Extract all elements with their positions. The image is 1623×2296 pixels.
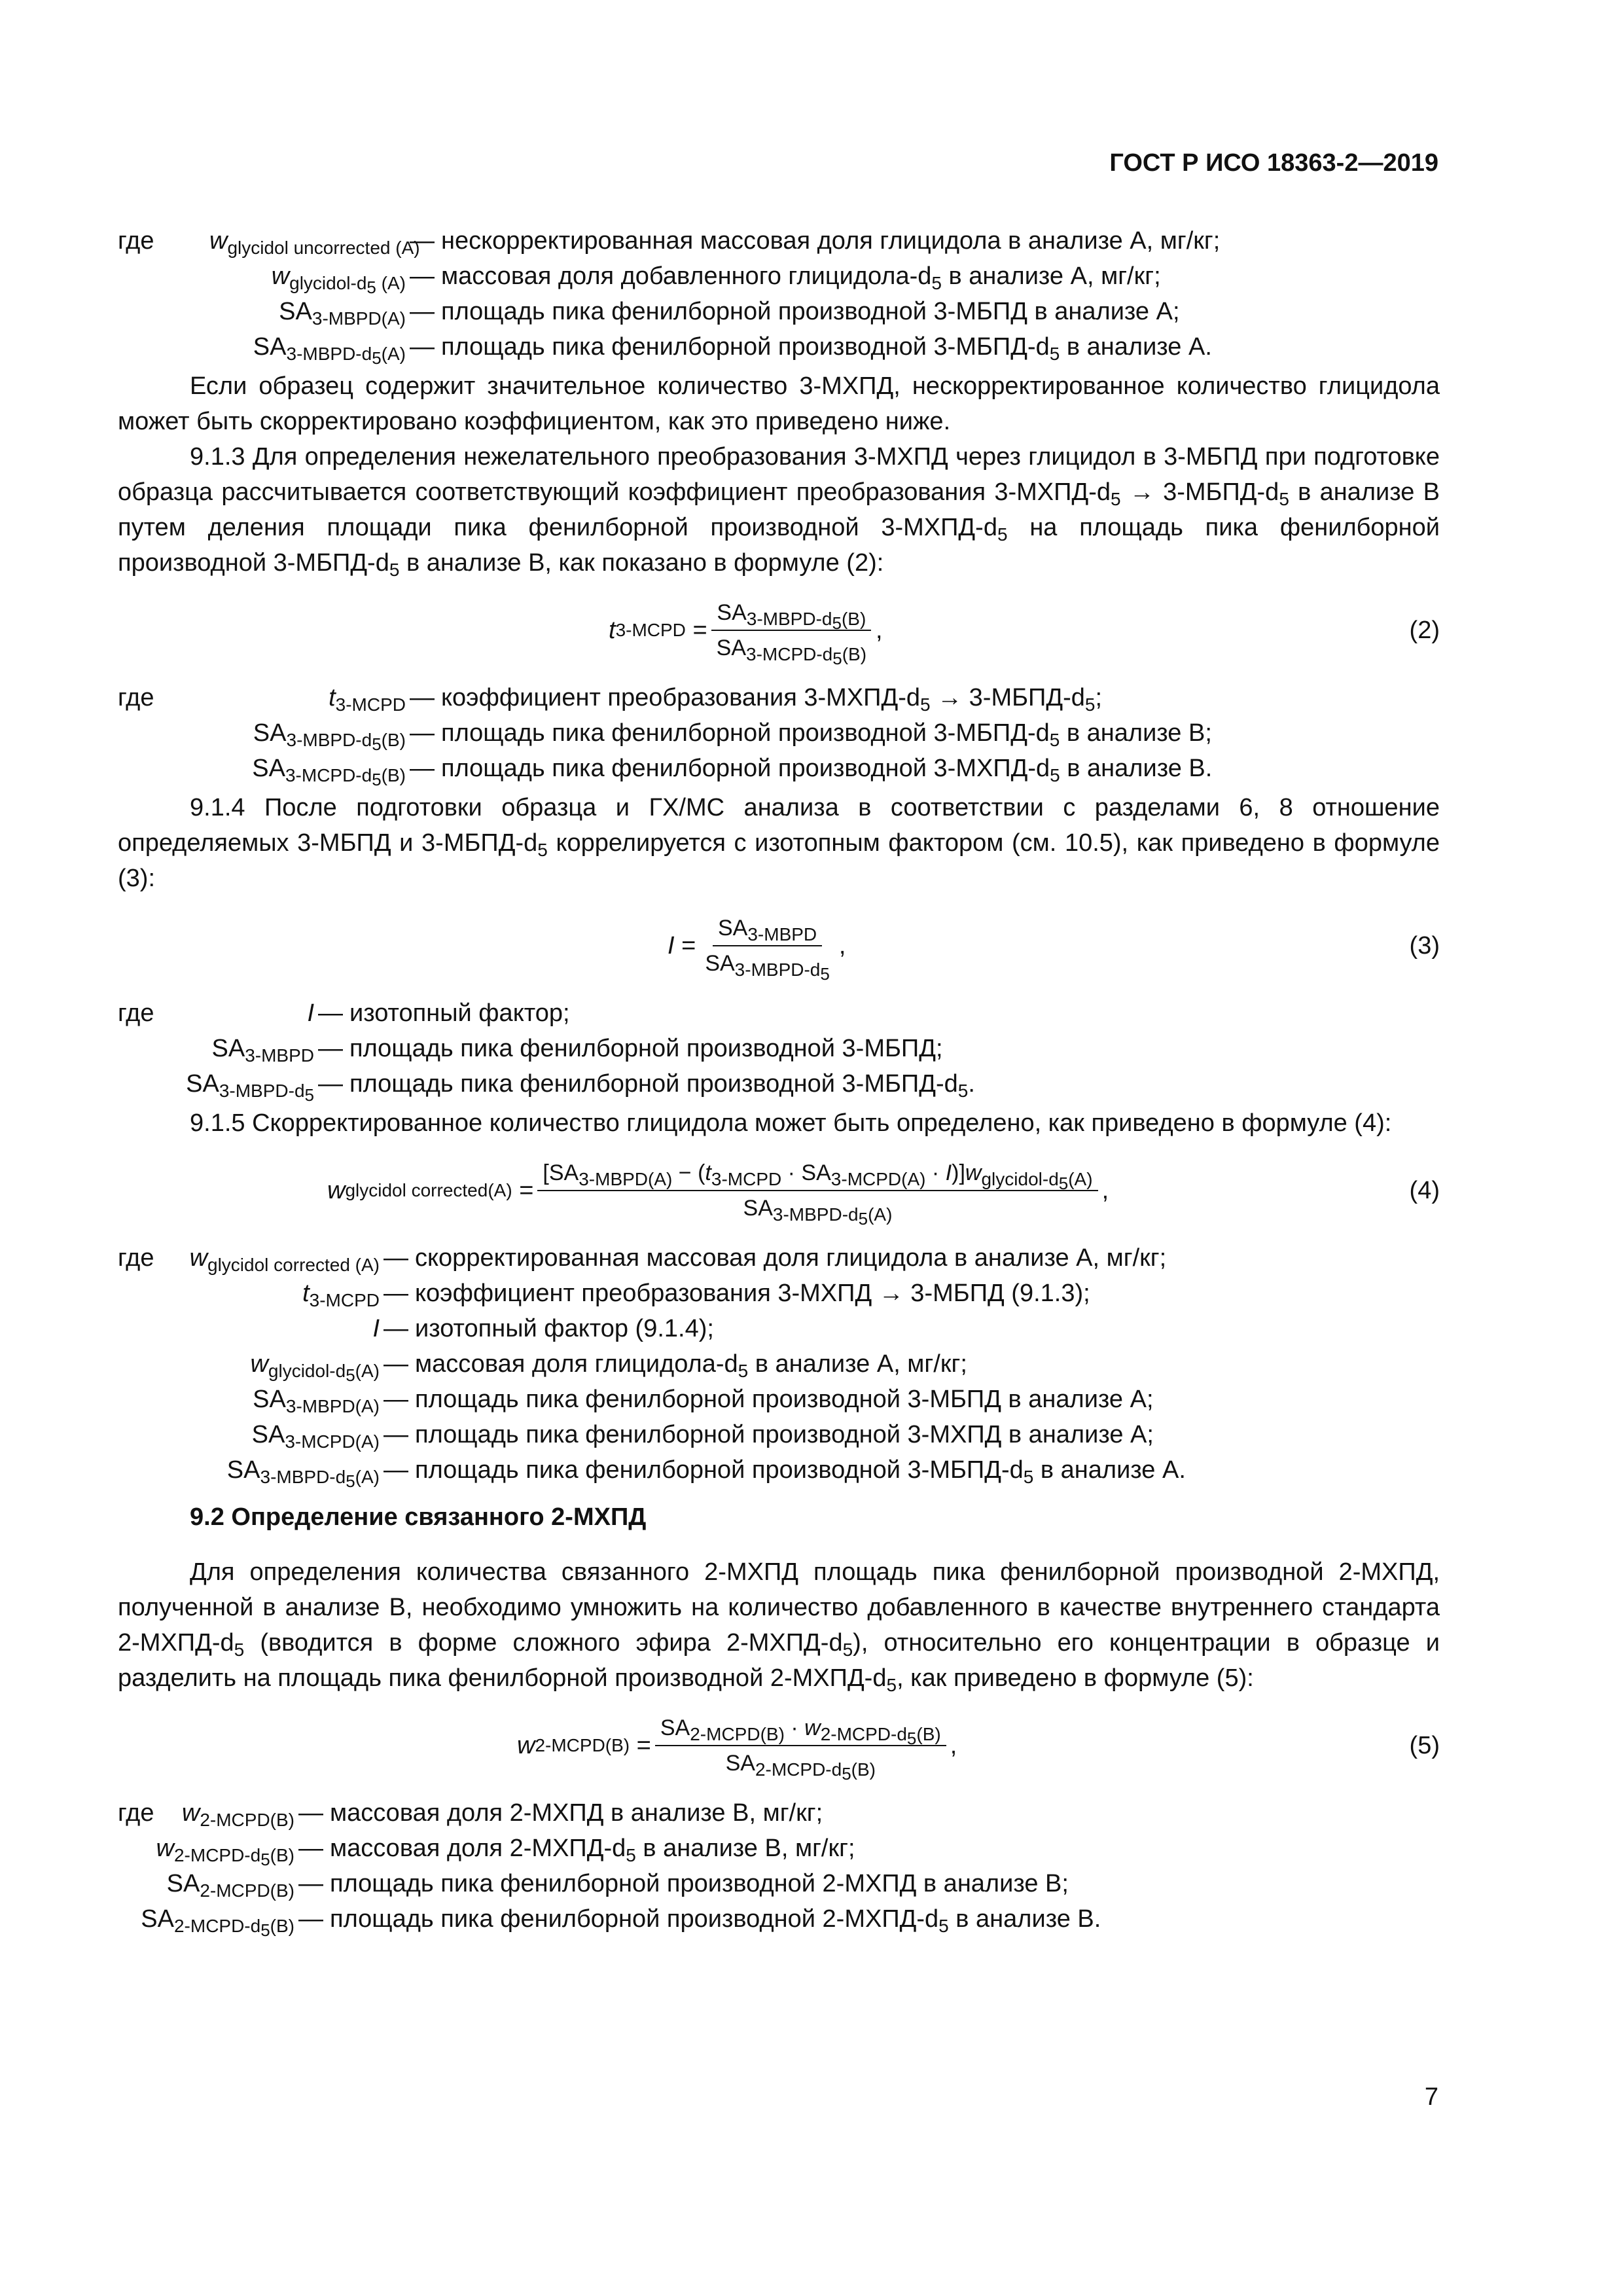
definition-row — [118, 223, 1440, 259]
definition-text: изотопный фактор; — [349, 999, 570, 1027]
definition-text: массовая доля 2-МХПД в анализе В, мг/кг; — [330, 1799, 823, 1827]
em-dash: — — [318, 1070, 343, 1098]
definition-symbol: I — [307, 999, 314, 1027]
where-word — [118, 1311, 183, 1346]
definition-row — [118, 1382, 1440, 1417]
definitions-block-1 — [118, 223, 1440, 368]
em-dash: — — [410, 684, 435, 711]
definition-row — [118, 1452, 1440, 1491]
definition-text: площадь пика фенилборной производной 3-МБПД в анализе А; — [441, 298, 1180, 325]
definition-text: площадь пика фенилборной производной $3-МХПД-d_5$ в анализе В. — [441, 755, 1213, 785]
definition-text: площадь пика фенилборной производной $2-МХПД-d_5$ в анализе В. — [330, 1905, 1101, 1936]
definition-symbol: $w_{glycidol corrected (A)}$ — [189, 1244, 380, 1275]
em-dash: — — [383, 1386, 408, 1413]
definitions-block-2 — [118, 680, 1440, 789]
where-word — [118, 1452, 183, 1488]
definitions-block-4 — [118, 1240, 1440, 1491]
paragraph: Если образец содержит значительное количество 3-МХПД, нескорректированное количество глицидола может быть скорректировано коэффициентом, как это приведено ниже. — [118, 372, 1440, 435]
where-word — [118, 1276, 183, 1311]
definition-text: площадь пика фенилборной производной $3-МБПД-d_5$. — [349, 1070, 975, 1101]
where-word — [118, 1382, 183, 1417]
definition-row — [118, 1901, 1440, 1940]
definition-text: площадь пика фенилборной производной $3-МБПД-d_5$ в анализе А. — [415, 1456, 1186, 1487]
definition-text: изотопный фактор (9.1.4); — [415, 1315, 714, 1342]
definition-row — [118, 1311, 1440, 1346]
definition-text: площадь пика фенилборной производной $3-МБПД-d_5$ в анализе А. — [441, 333, 1212, 364]
definition-text: площадь пика фенилборной производной 3-МХПД в анализе А; — [415, 1421, 1154, 1448]
page-body — [118, 219, 1440, 1941]
formula-4: w glycidol corrected(A) = $\frac{[SA_{3-MBPD(A)} - (t_{3-MCPD} \cdot SA_{3-MCPD(A)} \cdot I)]w_{glycidol-d_5(A)}}{SA_{3-MBPD-d_5(A)}}$ , (4) — [118, 1145, 1440, 1236]
equation-number: (3) — [1409, 932, 1440, 960]
definitions-block-3 — [118, 996, 1440, 1105]
definition-text: площадь пика фенилборной производной 2-МХПД в анализе В; — [330, 1870, 1069, 1897]
em-dash: — — [383, 1244, 408, 1272]
formula-3: I = $\frac{SA_{3-MBPD}}{SA_{3-MBPD-d_5}}$ , (3) — [118, 900, 1440, 992]
definition-text: площадь пика фенилборной производной 3-МБПД; — [349, 1035, 943, 1062]
paragraph-9-1-3: 9.1.3 Для определения нежелательного преобразования 3-МХПД через глицидол в 3-МБПД при подготовке образца рассчитывается соответствующий коэффициент преобразования $3-МХПД-d_5$ → $3-МБПД-d_5$ в анализе В путем деления площади пика фенилборной производной $3-МХПД-d_5$ на площадь пика фенилборной производной $3-МБПД-d_5$ в анализе В, как показано в формуле (2): — [118, 443, 1440, 580]
definition-row — [118, 1417, 1440, 1452]
em-dash: — — [410, 333, 435, 361]
definition-symbol: $t_{3-MCPD}$ — [329, 684, 406, 715]
where-word — [118, 1417, 183, 1452]
definition-row: где I — изотопный фактор; — [118, 996, 1440, 1031]
em-dash: — — [410, 755, 435, 782]
definition-symbol: $SA_{2-MCPD(B)}$ — [166, 1870, 294, 1901]
where-word: где — [118, 227, 154, 255]
definition-text: площадь пика фенилборной производной $3-МБПД-d_5$ в анализе В; — [441, 719, 1212, 750]
definition-text: коэффициент преобразования $3-МХПД-d_5$ → $3-МБПД-d_5$; — [441, 684, 1103, 715]
where-word — [118, 1346, 183, 1382]
definition-row: где $w_{2-MCPD(B)}$ — массовая доля 2-МХПД в анализе В, мг/кг; — [118, 1795, 1440, 1831]
definition-row — [118, 751, 1440, 789]
where-word: где — [118, 1244, 154, 1272]
definition-row — [118, 329, 1440, 368]
definition-symbol: $w_{2-MCPD(B)}$ — [181, 1799, 294, 1830]
paragraph-9-1-4: 9.1.4 После подготовки образца и ГХ/МС анализа в соответствии с разделами 6, 8 отношение определяемых 3-МБПД и $3-МБПД-d_5$ коррелируется с изотопным фактором (см. 10.5), как приведено в формуле (3): — [118, 794, 1440, 892]
equation-number: (5) — [1409, 1732, 1440, 1759]
section-title: 9.2 Определение связанного 2-МХПД — [190, 1503, 647, 1531]
definition-row — [118, 1346, 1440, 1385]
definition-symbol: $SA_{3-MBPD-d_5}$ — [186, 1070, 314, 1105]
definition-row — [118, 294, 1440, 329]
definition-symbol: $w_{glycidol uncorrected (A)}$ — [209, 227, 420, 258]
definition-symbol: $t_{3-MCPD}$ — [302, 1280, 380, 1310]
em-dash: — — [298, 1905, 323, 1933]
em-dash: — — [410, 298, 435, 325]
em-dash: — — [410, 262, 435, 290]
definition-symbol: $w_{glycidol-d_5(A)}$ — [250, 1350, 380, 1385]
em-dash: — — [318, 1035, 343, 1062]
definition-symbol: $SA_{3-MBPD-d_5(A)}$ — [253, 333, 406, 368]
definition-symbol: $SA_{3-MBPD-d_5(B)}$ — [253, 719, 406, 754]
document-header: ГОСТ Р ИСО 18363-2—2019 — [1109, 149, 1438, 177]
where-word: где — [118, 684, 154, 711]
definition-row — [118, 1240, 1440, 1276]
paragraph-9-2: Для определения количества связанного 2-МХПД площадь пика фенилборной производной 2-МХПД, полученной в анализе В, необходимо умножить на количество добавленного в качестве внутреннего стандарта $2-МХПД-d_5$ (вводится в форме сложного эфира $2-МХПД-d_5$), относительно его концентрации в образце и разделить на площадь пика фенилборной производной $2-МХПД-d_5$, как приведено в формуле (5): — [118, 1558, 1440, 1695]
em-dash: — — [410, 227, 435, 255]
definition-row — [118, 715, 1440, 754]
em-dash: — — [383, 1350, 408, 1378]
definition-symbol: $SA_{2-MCPD-d_5(B)}$ — [141, 1905, 294, 1940]
em-dash: — — [318, 999, 343, 1027]
definition-row — [118, 259, 1440, 297]
equation-number: (2) — [1409, 617, 1440, 644]
where-word — [118, 751, 209, 786]
definition-symbol: $SA_{3-MBPD(A)}$ — [253, 1386, 380, 1416]
em-dash: — — [383, 1421, 408, 1448]
definition-row — [118, 680, 1440, 715]
definition-row — [118, 1866, 1440, 1901]
where-word — [118, 294, 209, 329]
equation-number: (4) — [1409, 1177, 1440, 1204]
definition-text: скорректированная массовая доля глицидола в анализе А, мг/кг; — [415, 1244, 1167, 1272]
em-dash: — — [298, 1799, 323, 1827]
definition-text: массовая доля $2-МХПД-d_5$ в анализе В, мг/кг; — [330, 1835, 855, 1865]
em-dash: — — [298, 1870, 323, 1897]
where-word — [118, 715, 209, 751]
definition-row — [118, 1031, 1440, 1066]
em-dash: — — [383, 1456, 408, 1484]
formula-2: t 3-MCPD = $\frac{SA_{3-MBPD-d_5(B)}}{SA_{3-MCPD-d_5(B)}}$ , (2) — [118, 584, 1440, 676]
definition-text: нескорректированная массовая доля глицидола в анализе А, мг/кг; — [441, 227, 1221, 255]
definition-text: коэффициент преобразования 3-МХПД → 3-МБПД (9.1.3); — [415, 1280, 1090, 1307]
definition-text: площадь пика фенилборной производной 3-МБПД в анализе А; — [415, 1386, 1154, 1413]
definitions-block-5 — [118, 1795, 1440, 1940]
em-dash: — — [383, 1280, 408, 1307]
definition-symbol: $SA_{3-MBPD(A)}$ — [279, 298, 406, 329]
em-dash: — — [383, 1315, 408, 1342]
definition-symbol: $SA_{3-MBPD}$ — [211, 1035, 314, 1066]
where-word — [118, 259, 209, 294]
definition-text: массовая доля глицидола-$d_5$ в анализе А, мг/кг; — [415, 1350, 967, 1381]
definition-row — [118, 1831, 1440, 1869]
definition-text: массовая доля добавленного глицидола-$d_5$ в анализе А, мг/кг; — [441, 262, 1161, 293]
definition-row — [118, 1066, 1440, 1105]
formula-5: w 2-MCPD(B) = $\frac{SA_{2-MCPD(B)} \cdot w_{2-MCPD-d_5(B)}}{SA_{2-MCPD-d_5(B)}}$ , (5) — [118, 1700, 1440, 1791]
definition-symbol: $w_{glycidol-d_5 (A)}$ — [271, 262, 406, 297]
definition-symbol: $SA_{3-MCPD-d_5(B)}$ — [252, 755, 406, 789]
where-word — [118, 329, 209, 365]
definition-symbol: I — [372, 1315, 380, 1342]
definition-symbol: $SA_{3-MCPD(A)}$ — [251, 1421, 380, 1452]
paragraph-9-1-5: 9.1.5 Скорректированное количество глицидола может быть определено, как приведено в формуле (4): — [190, 1109, 1392, 1137]
em-dash: — — [410, 719, 435, 747]
definition-symbol: $w_{2-MCPD-d_5(B)}$ — [156, 1835, 294, 1869]
page-number: 7 — [1424, 2083, 1438, 2111]
em-dash: — — [298, 1835, 323, 1862]
definition-symbol: $SA_{3-MBPD-d_5(A)}$ — [226, 1456, 380, 1491]
definition-row — [118, 1276, 1440, 1311]
